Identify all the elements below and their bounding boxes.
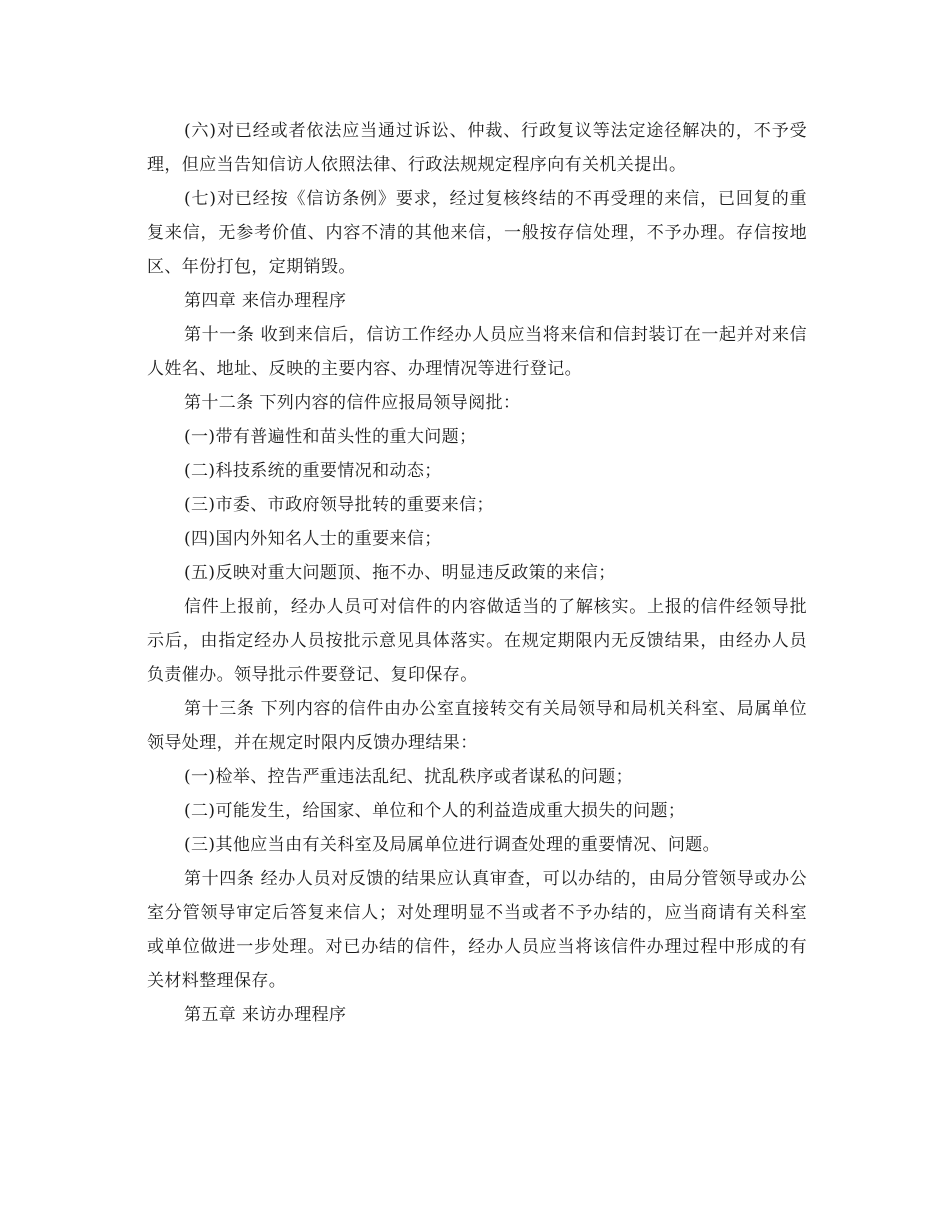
article-13-item-3: (三)其他应当由有关科室及局属单位进行调查处理的重要情况、问题。	[184, 835, 721, 855]
article-14: 第十四条 经办人员对反馈的结果应认真审查，可以办结的，由局分管领导或办公室分管领导审定后答复来信人；对处理明显不当或者不予办结的，应当商请有关科室或单位做进一步处理。对已办结的信件，经办人员应当将该信件办理过程中形成的有关材料整理保存。	[147, 869, 807, 991]
article-12-item-5: (五)反映对重大问题顶、拖不办、明显违反政策的来信；	[184, 563, 616, 583]
article-12-supplement: 信件上报前，经办人员可对信件的内容做适当的了解核实。上报的信件经领导批示后，由指定经办人员按批示意见具体落实。在规定期限内无反馈结果，由经办人员负责催办。领导批示件要登记、复印保存。	[147, 597, 807, 685]
document-body	[147, 114, 807, 1032]
article-13-item-1: (一)检举、控告严重违法乱纪、扰乱秩序或者谋私的问题；	[184, 767, 634, 787]
article-12-item-1: (一)带有普遍性和苗头性的重大问题；	[184, 427, 477, 447]
article-12-item-4: (四)国内外知名人士的重要来信；	[184, 529, 442, 549]
article-13-item-2: (二)可能发生，给国家、单位和个人的利益造成重大损失的问题；	[184, 801, 686, 821]
article-12-item-3: (三)市委、市政府领导批转的重要来信；	[184, 495, 494, 515]
chapter-heading-5: 第五章 来访办理程序	[184, 1005, 347, 1025]
paragraph-item-6-litigation: (六)对已经或者依法应当通过诉讼、仲裁、行政复议等法定途径解决的，不予受理，但应当告知信访人依照法律、行政法规规定程序向有关机关提出。	[147, 121, 807, 175]
article-12: 第十二条 下列内容的信件应报局领导阅批：	[184, 393, 521, 413]
chapter-heading-4: 第四章 来信办理程序	[184, 291, 347, 311]
article-12-item-2: (二)科技系统的重要情况和动态；	[184, 461, 442, 481]
article-13: 第十三条 下列内容的信件由办公室直接转交有关局领导和局机关科室、局属单位领导处理，并在规定时限内反馈办理结果：	[147, 699, 807, 753]
article-11: 第十一条 收到来信后，信访工作经办人员应当将来信和信封装订在一起并对来信人姓名、地址、反映的主要内容、办理情况等进行登记。	[147, 325, 807, 379]
paragraph-item-7-archived-letters: (七)对已经按《信访条例》要求，经过复核终结的不再受理的来信，已回复的重复来信，无参考价值、内容不清的其他来信，一般按存信处理，不予办理。存信按地区、年份打包，定期销毁。	[147, 189, 807, 277]
